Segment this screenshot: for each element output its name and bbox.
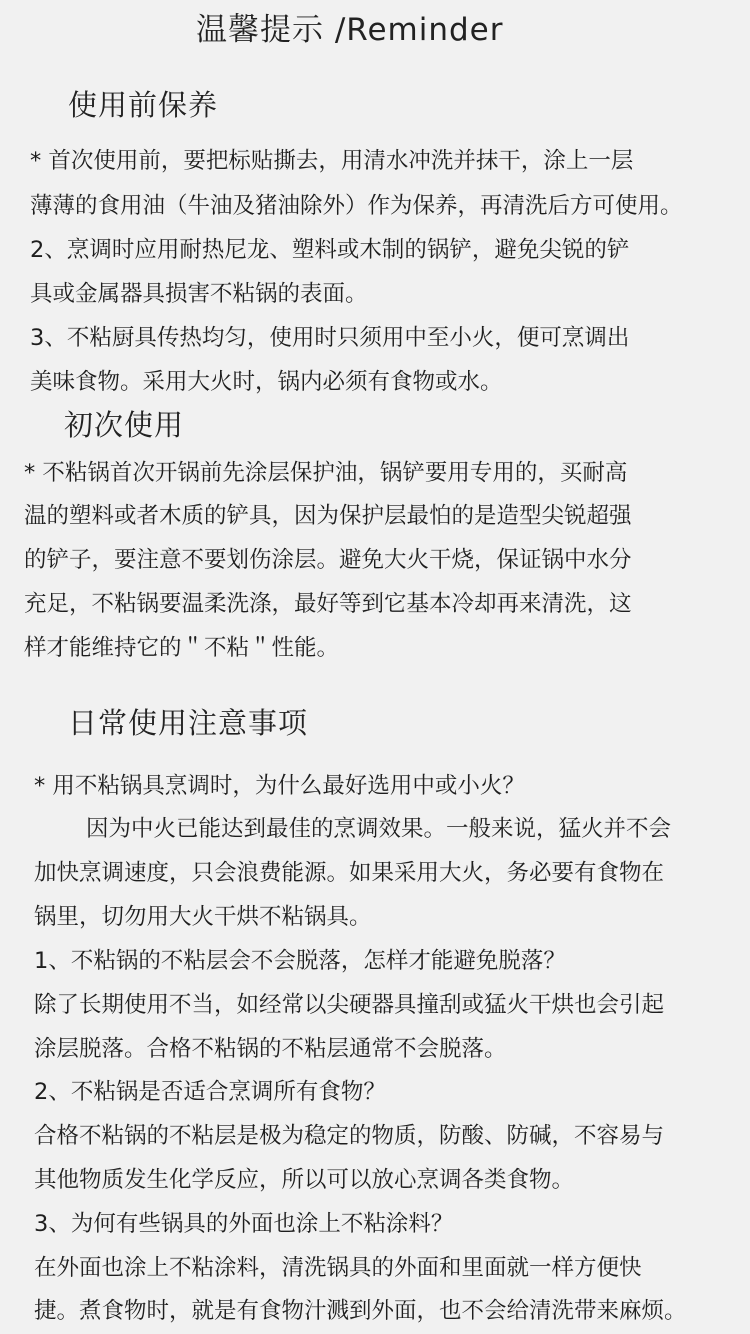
paragraph-line: 的铲子，要注意不要划伤涂层。避免大火干烧，保证锅中水分 xyxy=(24,547,632,573)
paragraph-line: 因为中火已能达到最佳的烹调效果。一般来说，猛火并不会 xyxy=(86,816,672,842)
paragraph-line: 捷。煮食物时，就是有食物汁溅到外面，也不会给清洗带来麻烦。 xyxy=(34,1298,687,1324)
paragraph-line: 1、不粘锅的不粘层会不会脱落，怎样才能避免脱落？ xyxy=(34,948,566,974)
paragraph-line: 合格不粘锅的不粘层是极为稳定的物质，防酸、防碱，不容易与 xyxy=(34,1123,665,1149)
paragraph-line: 具或金属器具损害不粘锅的表面。 xyxy=(30,281,368,307)
section-heading-care: 使用前保养 xyxy=(68,88,219,122)
paragraph-line: 除了长期使用不当，如经常以尖硬器具撞刮或猛火干烘也会引起 xyxy=(34,992,665,1018)
paragraph-line: 其他物质发生化学反应，所以可以放心烹调各类食物。 xyxy=(34,1167,575,1193)
paragraph-line: 温的塑料或者木质的铲具，因为保护层最怕的是造型尖锐超强 xyxy=(24,503,632,529)
reminder-title: 温馨提示 /Reminder xyxy=(196,12,504,48)
paragraph-line: 美味食物。采用大火时，锅内必须有食物或水。 xyxy=(30,369,503,395)
paragraph-line: 在外面也涂上不粘涂料，清洗锅具的外面和里面就一样方便快 xyxy=(34,1255,642,1281)
paragraph-line: 充足，不粘锅要温柔洗涤，最好等到它基本冷却再来清洗，这 xyxy=(24,591,632,617)
paragraph-line: * 首次使用前，要把标贴撕去，用清水冲洗并抹干，涂上一层 xyxy=(30,148,634,174)
section-heading-first-use: 初次使用 xyxy=(64,408,185,442)
paragraph-line: * 不粘锅首次开锅前先涂层保护油，锅铲要用专用的，买耐高 xyxy=(24,460,628,486)
section-heading-daily-use: 日常使用注意事项 xyxy=(68,706,309,740)
paragraph-line: 薄薄的食用油（牛油及猪油除外）作为保养，再清洗后方可使用。 xyxy=(30,193,683,219)
paragraph-line: 锅里，切勿用大火干烘不粘锅具。 xyxy=(34,904,372,930)
paragraph-line: * 用不粘锅具烹调时，为什么最好选用中或小火？ xyxy=(34,773,525,799)
paragraph-line: 2、不粘锅是否适合烹调所有食物？ xyxy=(34,1079,386,1105)
paragraph-line: 加快烹调速度，只会浪费能源。如果采用大火，务必要有食物在 xyxy=(34,860,665,886)
paragraph-line: 2、烹调时应用耐热尼龙、塑料或木制的锅铲，避免尖锐的铲 xyxy=(30,237,630,263)
paragraph-line: 样才能维持它的＂不粘＂性能。 xyxy=(24,635,340,661)
paragraph-line: 涂层脱落。合格不粘锅的不粘层通常不会脱落。 xyxy=(34,1036,507,1062)
paragraph-line: 3、不粘厨具传热均匀，使用时只须用中至小火，便可烹调出 xyxy=(30,325,630,351)
paragraph-line: 3、为何有些锅具的外面也涂上不粘涂料？ xyxy=(34,1211,454,1237)
